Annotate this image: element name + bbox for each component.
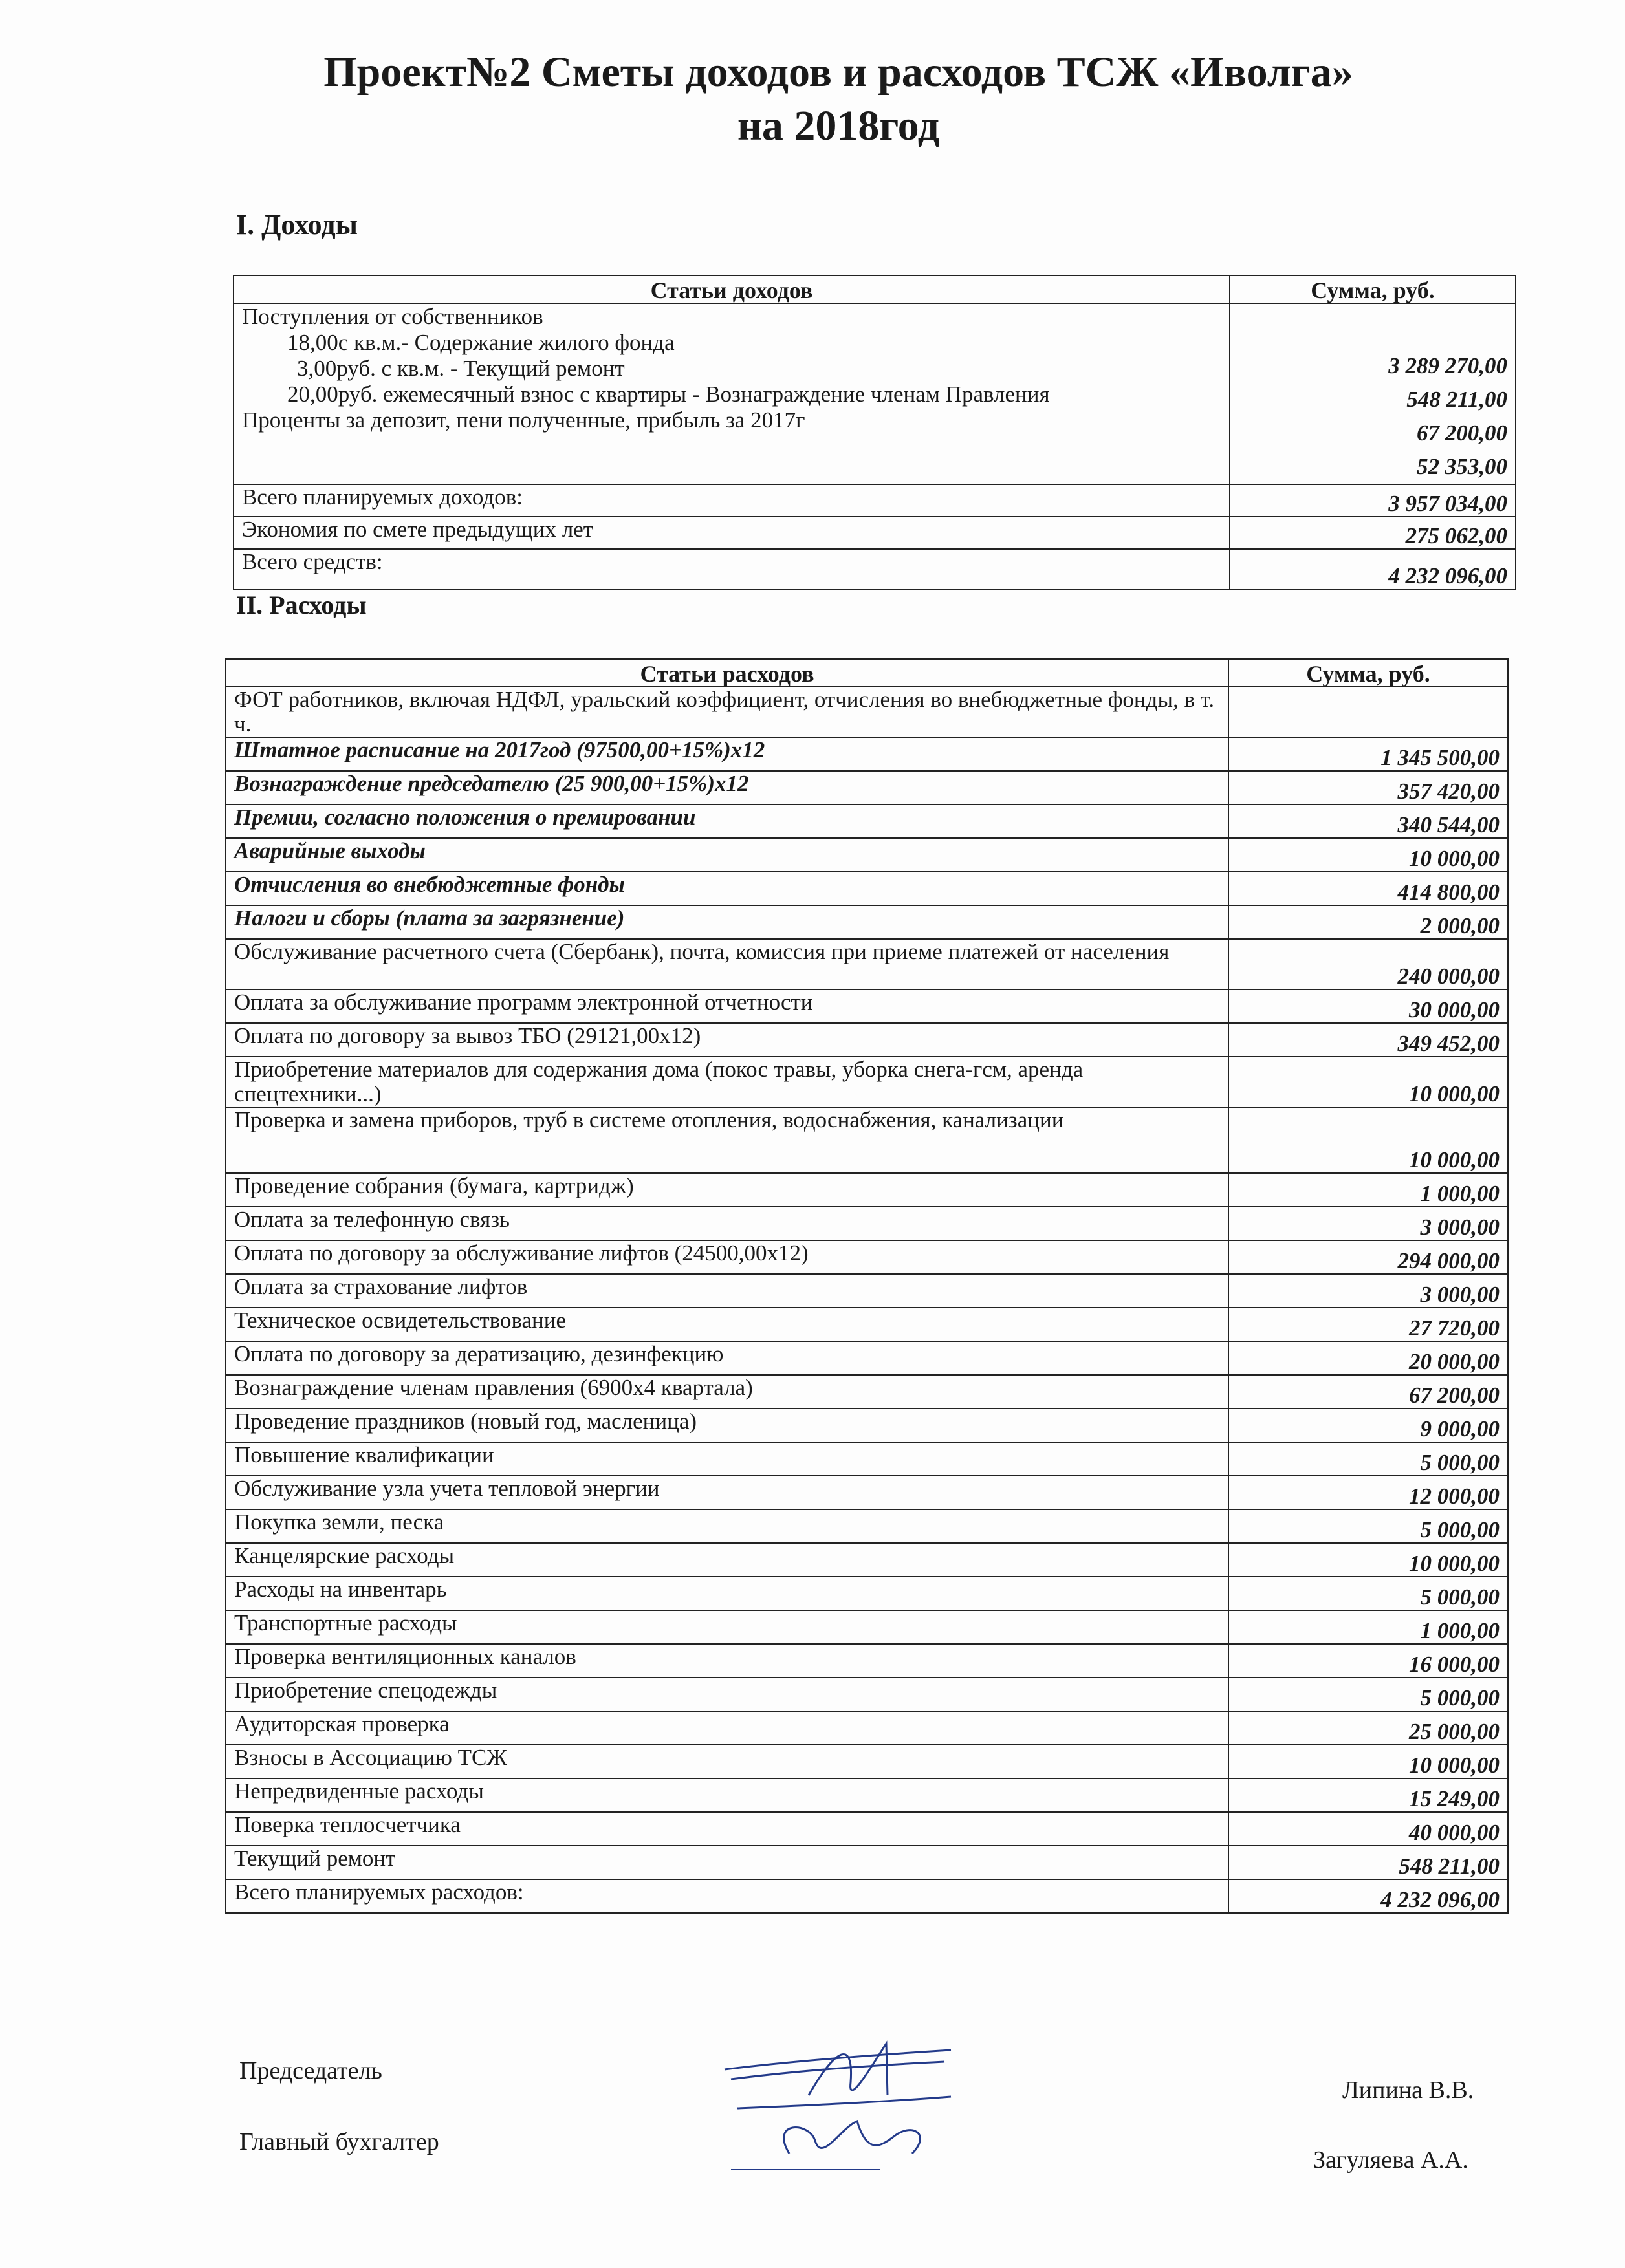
table-row xyxy=(226,687,1508,737)
expense-row-label: Аудиторская проверка xyxy=(226,1711,1228,1745)
expense-header-row xyxy=(226,659,1508,687)
expense-row-label: Премии, согласно положения о премировании xyxy=(226,805,1228,838)
expense-row-amount: 10 000,00 xyxy=(1228,1107,1508,1173)
table-row xyxy=(234,484,1516,517)
table-row xyxy=(226,1442,1508,1476)
table-row xyxy=(226,737,1508,771)
expense-heading: II. Расходы xyxy=(236,590,367,620)
expense-row-label: Оплата по договору за обслуживание лифтов (24500,00х12) xyxy=(226,1240,1228,1274)
expense-row-amount: 3 000,00 xyxy=(1228,1274,1508,1308)
table-row xyxy=(226,771,1508,805)
table-row xyxy=(226,805,1508,838)
expense-row-amount: 15 249,00 xyxy=(1228,1778,1508,1812)
income-row-amount: 3 957 034,00 xyxy=(1230,484,1516,517)
expense-row-amount: 40 000,00 xyxy=(1228,1812,1508,1846)
signature-image xyxy=(718,2024,957,2173)
expense-row-amount: 1 345 500,00 xyxy=(1228,737,1508,771)
expense-row-label: Штатное расписание на 2017год (97500,00+15%)х12 xyxy=(226,737,1228,771)
income-line-2: 3,00руб. с кв.м. - Текущий ремонт xyxy=(297,356,625,381)
expense-row-amount: 2 000,00 xyxy=(1228,905,1508,939)
expense-row-label: Проверка и замена приборов, труб в системе отопления, водоснабжения, канализации xyxy=(226,1107,1228,1173)
table-row xyxy=(226,1678,1508,1711)
expense-row-amount: 1 000,00 xyxy=(1228,1173,1508,1207)
income-group-cell xyxy=(234,303,1230,484)
expense-row-label: Оплата по договору за дератизацию, дезинфекцию xyxy=(226,1341,1228,1375)
table-row xyxy=(226,1107,1508,1173)
table-row xyxy=(226,1023,1508,1057)
income-amount-1: 3 289 270,00 xyxy=(1388,353,1507,378)
expense-row-amount: 5 000,00 xyxy=(1228,1509,1508,1543)
expense-row-amount: 30 000,00 xyxy=(1228,989,1508,1023)
income-row-label: Экономия по смете предыдущих лет xyxy=(234,517,1230,549)
table-row xyxy=(226,1308,1508,1341)
income-heading: I. Доходы xyxy=(236,209,358,241)
table-row xyxy=(226,872,1508,905)
expense-row-amount: 5 000,00 xyxy=(1228,1678,1508,1711)
expense-row-amount: 5 000,00 xyxy=(1228,1577,1508,1610)
income-row-amount: 275 062,00 xyxy=(1230,517,1516,549)
expense-row-amount: 27 720,00 xyxy=(1228,1308,1508,1341)
table-row xyxy=(226,1173,1508,1207)
expense-row-amount: 20 000,00 xyxy=(1228,1341,1508,1375)
table-row xyxy=(226,838,1508,872)
income-row-amount: 4 232 096,00 xyxy=(1230,549,1516,589)
table-row xyxy=(226,1341,1508,1375)
expense-row-label: Оплата за страхование лифтов xyxy=(226,1274,1228,1308)
expense-row-amount: 10 000,00 xyxy=(1228,1745,1508,1778)
expense-row-amount: 548 211,00 xyxy=(1228,1846,1508,1879)
table-row xyxy=(226,1375,1508,1409)
income-line-3: 20,00руб. ежемесячный взнос с квартиры - Вознаграждение членам Правления xyxy=(287,382,1050,407)
income-amount-3: 67 200,00 xyxy=(1417,420,1507,446)
accountant-label: Главный бухгалтер xyxy=(239,2128,439,2155)
expense-row-label: Оплата по договору за вывоз ТБО (29121,00х12) xyxy=(226,1023,1228,1057)
table-row xyxy=(226,1057,1508,1107)
income-line-4: Проценты за депозит, пени полученные, прибыль за 2017г xyxy=(242,407,805,433)
chair-label: Председатель xyxy=(239,2057,382,2084)
expense-row-label: Обслуживание узла учета тепловой энергии xyxy=(226,1476,1228,1509)
table-row xyxy=(226,1610,1508,1644)
expense-row-label: Поверка теплосчетчика xyxy=(226,1812,1228,1846)
expense-row-amount: 12 000,00 xyxy=(1228,1476,1508,1509)
income-group-label: Поступления от собственников xyxy=(242,304,543,329)
table-row xyxy=(226,1711,1508,1745)
income-col-item: Статьи доходов xyxy=(234,275,1230,303)
income-header-row xyxy=(234,275,1516,303)
expense-row-amount: 240 000,00 xyxy=(1228,939,1508,989)
expense-row-amount: 357 420,00 xyxy=(1228,771,1508,805)
table-row xyxy=(234,517,1516,549)
expense-table xyxy=(225,658,1509,1914)
expense-row-label: Приобретение спецодежды xyxy=(226,1678,1228,1711)
expense-row-label: Всего планируемых расходов: xyxy=(226,1879,1228,1913)
expense-row-label: Проведение праздников (новый год, масленица) xyxy=(226,1409,1228,1442)
expense-row-amount: 16 000,00 xyxy=(1228,1644,1508,1678)
table-row xyxy=(226,1879,1508,1913)
income-row-label: Всего планируемых доходов: xyxy=(234,484,1230,517)
expense-row-label: ФОТ работников, включая НДФЛ, уральский коэффициент, отчисления во внебюджетные фонды, в т. ч. xyxy=(226,687,1228,737)
expense-rows xyxy=(226,687,1508,1913)
income-amount-2: 548 211,00 xyxy=(1406,387,1507,412)
table-row xyxy=(226,1409,1508,1442)
table-row xyxy=(226,939,1508,989)
table-row xyxy=(226,1577,1508,1610)
expense-row-label: Приобретение материалов для содержания дома (покос травы, уборка снега-гсм, аренда спецтехники...) xyxy=(226,1057,1228,1107)
document-title: Проект№2 Сметы доходов и расходов ТСЖ «Иволга» xyxy=(323,49,1353,96)
income-group-amounts xyxy=(1230,303,1516,484)
expense-col-sum: Сумма, руб. xyxy=(1228,659,1508,687)
expense-row-amount: 67 200,00 xyxy=(1228,1375,1508,1409)
expense-row-amount: 414 800,00 xyxy=(1228,872,1508,905)
expense-row-label: Оплата за обслуживание программ электронной отчетности xyxy=(226,989,1228,1023)
expense-row-label: Техническое освидетельствование xyxy=(226,1308,1228,1341)
expense-row-amount: 9 000,00 xyxy=(1228,1409,1508,1442)
expense-row-label: Вознаграждение членам правления (6900х4 квартала) xyxy=(226,1375,1228,1409)
expense-row-amount: 25 000,00 xyxy=(1228,1711,1508,1745)
table-row xyxy=(226,1846,1508,1879)
expense-row-amount: 10 000,00 xyxy=(1228,1543,1508,1577)
income-line-1: 18,00с кв.м.- Содержание жилого фонда xyxy=(287,330,675,355)
expense-row-label: Текущий ремонт xyxy=(226,1846,1228,1879)
income-table xyxy=(233,275,1516,590)
income-group-row xyxy=(234,303,1516,484)
expense-row-amount: 5 000,00 xyxy=(1228,1442,1508,1476)
expense-row-amount: 1 000,00 xyxy=(1228,1610,1508,1644)
table-row xyxy=(226,1745,1508,1778)
expense-row-label: Оплата за телефонную связь xyxy=(226,1207,1228,1240)
table-row xyxy=(234,549,1516,589)
table-row xyxy=(226,1240,1508,1274)
expense-row-amount: 340 544,00 xyxy=(1228,805,1508,838)
expense-row-amount: 349 452,00 xyxy=(1228,1023,1508,1057)
expense-col-item: Статьи расходов xyxy=(226,659,1228,687)
income-col-sum: Сумма, руб. xyxy=(1230,275,1516,303)
table-row xyxy=(226,1207,1508,1240)
table-row xyxy=(226,1476,1508,1509)
table-row xyxy=(226,1543,1508,1577)
table-row xyxy=(226,1778,1508,1812)
table-row xyxy=(226,1509,1508,1543)
expense-row-label: Проверка вентиляционных каналов xyxy=(226,1644,1228,1678)
expense-row-label: Покупка земли, песка xyxy=(226,1509,1228,1543)
document-subtitle: на 2018год xyxy=(737,102,940,149)
expense-row-label: Аварийные выходы xyxy=(226,838,1228,872)
expense-row-label: Непредвиденные расходы xyxy=(226,1778,1228,1812)
table-row xyxy=(226,1644,1508,1678)
expense-row-label: Обслуживание расчетного счета (Сбербанк), почта, комиссия при приеме платежей от населения xyxy=(226,939,1228,989)
table-row xyxy=(226,1274,1508,1308)
expense-row-label: Расходы на инвентарь xyxy=(226,1577,1228,1610)
expense-row-label: Канцелярские расходы xyxy=(226,1543,1228,1577)
expense-row-label: Отчисления во внебюджетные фонды xyxy=(226,872,1228,905)
expense-row-amount: 10 000,00 xyxy=(1228,838,1508,872)
expense-row-amount: 294 000,00 xyxy=(1228,1240,1508,1274)
expense-row-label: Налоги и сборы (плата за загрязнение) xyxy=(226,905,1228,939)
expense-row-amount xyxy=(1228,687,1508,737)
expense-row-amount: 4 232 096,00 xyxy=(1228,1879,1508,1913)
table-row xyxy=(226,905,1508,939)
accountant-name: Загуляева А.А. xyxy=(1313,2146,1468,2174)
income-row-label: Всего средств: xyxy=(234,549,1230,589)
table-row xyxy=(226,989,1508,1023)
table-row xyxy=(226,1812,1508,1846)
expense-row-label: Повышение квалификации xyxy=(226,1442,1228,1476)
income-amount-4: 52 353,00 xyxy=(1417,454,1507,479)
expense-row-label: Вознаграждение председателю (25 900,00+15%)х12 xyxy=(226,771,1228,805)
expense-row-label: Взносы в Ассоциацию ТСЖ xyxy=(226,1745,1228,1778)
expense-row-amount: 10 000,00 xyxy=(1228,1057,1508,1107)
expense-row-label: Транспортные расходы xyxy=(226,1610,1228,1644)
chair-name: Липина В.В. xyxy=(1342,2077,1474,2104)
expense-row-amount: 3 000,00 xyxy=(1228,1207,1508,1240)
expense-row-label: Проведение собрания (бумага, картридж) xyxy=(226,1173,1228,1207)
